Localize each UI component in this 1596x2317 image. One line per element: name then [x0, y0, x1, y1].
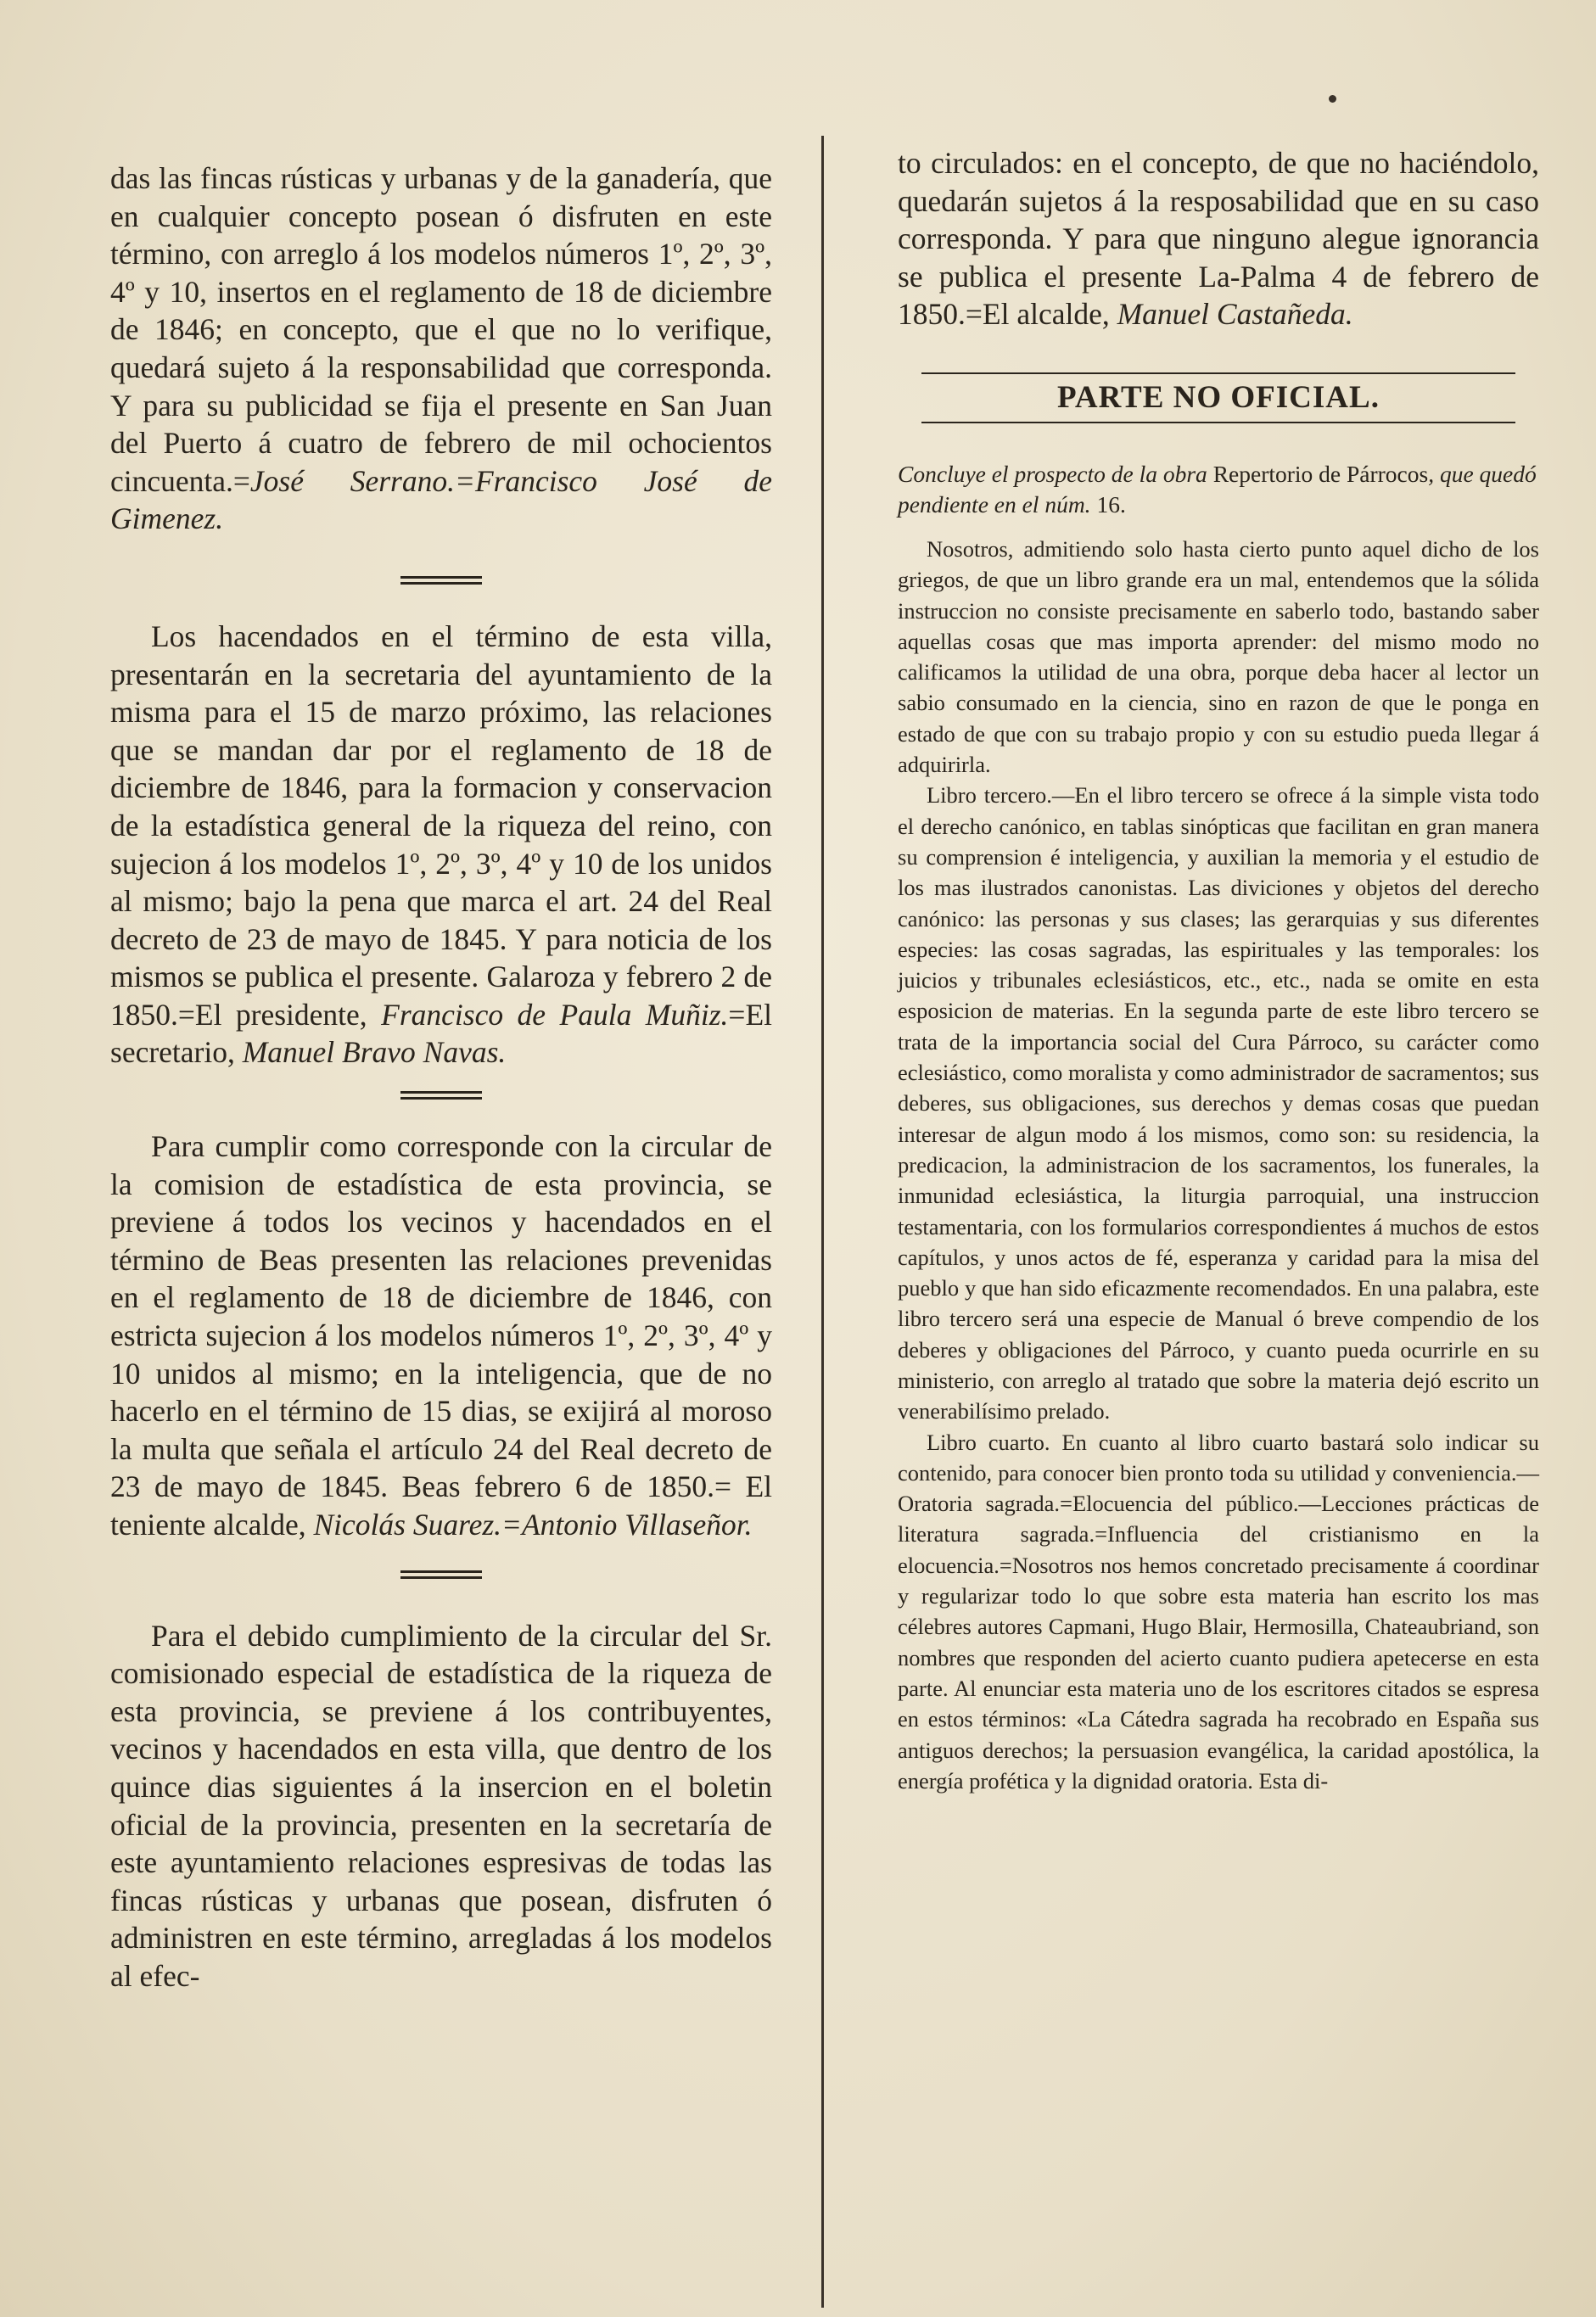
article-paragraph: Nosotros, admitiendo solo hasta cierto punto aquel dicho de los griegos, de que un libro grande era un mal, entendemos que la sólida instruccion no consiste precisamente en saberlo todo, bastando saber aquellas cosas que mas importa aprender: del mismo modo no calificamos la utilidad de una obra, porque deba hacer al lector un sabio consumado en la ciencia, sino en razon de que le ponga en estado de que con su trabajo propio y con su estudio pueda llegar á adquirirla.	[898, 535, 1539, 778]
subheading-text: , que quedó pendiente en el núm.	[898, 460, 1537, 518]
notice-signature: José Serrano.=Francisco José de Gimenez.	[110, 463, 772, 536]
left-column	[110, 160, 772, 1995]
article-subheading	[898, 459, 1539, 520]
column-divider	[821, 136, 824, 2308]
notice-text: =El secretario,	[110, 997, 772, 1070]
notice-signature: Francisco de Paula Muñiz.	[381, 997, 729, 1032]
notice-san-juan	[110, 160, 772, 538]
page-dot	[1329, 95, 1336, 103]
section-heading: PARTE NO OFICIAL.	[1057, 379, 1380, 415]
notice-text: to circulados: en el concepto, de que no haciéndolo, quedarán sujetos á la resposabilidad que en su caso corresponda. Y para que ninguno alegue ignorancia se publica el presente La-Palma 4 de febrero de 1850.=El alcalde,	[898, 146, 1539, 332]
right-column	[898, 144, 1539, 1796]
article-paragraph: Libro tercero.—En el libro tercero se ofrece á la simple vista todo el derecho canónico, en tablas sinópticas que facilitan en gran manera su comprension é inteligencia, y auxilian la memoria y el estudio de los mas ilustrados canonistas. Las diviciones y objetos del derecho canónico: las personas y sus clases; las gerarquias y sus diferentes especies: las cosas sagradas, las espirituales y las temporales: los juicios y tribunales eclesiásticos, etc., etc., nada se omite en esta esposicion de materias. En la segunda parte de este libro tercero se trata de la importancia social del Cura Párroco, su carácter como eclesiástico, como moralista y como administrador de sacramentos; sus deberes, sus obligaciones, sus derechos y demas cosas que puedan interesar de algun modo á los mismos, como son: su residencia, la predicacion, la administracion de los sacramentos, los funerales, la inmunidad eclesiástica, la liturgia parroquial, una instruccion testamentaria, con los formularios correspondientes á muchos de estos capítulos, y unos actos de fé, esperanza y caridad para la misa del pueblo y que han sido eficazmente recomendados. En una palabra, este libro tercero será una especie de Manual ó breve compendio de los deberes y obligaciones del Párroco, y cuanto pueda ocurrirle en su ministerio, con arreglo al tratado que sobre la materia dejó escrito un venerabilísimo prelado.	[898, 782, 1539, 1424]
notice-signature: Manuel Bravo Navas.	[242, 1035, 507, 1070]
section-separator	[400, 1570, 482, 1580]
notice-text: das las fincas rústicas y urbanas y de la ganadería, que en cualquier concepto posean ó disfruten en este término, con arreglo á los modelos números 1º, 2º, 3º, 4º y 10, insertos en el reglamento de 18 de diciembre de 1846; en concepto, que el que no lo verifique, quedará sujeto á la responsabilidad que corresponda. Y para su publicidad se fija el presente en San Juan del Puerto á cuatro de febrero de mil ochocientos cincuenta.=	[110, 161, 772, 498]
section-separator	[400, 1090, 482, 1100]
notice-text: Los hacendados en el término de esta villa, presentarán en la secretaria del ayuntamiento de la misma para el 15 de marzo próximo, las relaciones que se mandan dar por el reglamento de 18 de diciembre de 1846, para la formacion y conservacion de la estadística general de la riqueza del reino, con sujecion á los modelos 1º, 2º, 3º, 4º y 10 de los unidos al mismo; bajo la pena que marca el art. 24 del Real decreto de 23 de mayo de 1845. Y para noticia de los mismos se publica el presente. Galaroza y febrero 2 de 1850.=El presidente,	[110, 618, 772, 1032]
notice-la-palma	[898, 144, 1539, 333]
notice-text: Para cumplir como corresponde con la circular de la comision de estadística de esta provincia, se previene á todos los vecinos y hacendados en el término de Beas presenten las relaciones prevenidas en el reglamento de 18 de diciembre de 1846, con estricta sujecion á los modelos números 1º, 2º, 3º, 4º y 10 unidos al mismo; en la inteligencia, que de no hacerlo en el término de 15 dias, se exijirá al moroso la multa que señala el artículo 24 del Real decreto de 23 de mayo de 1845. Beas febrero 6 de 1850.= El teniente alcalde,	[110, 1129, 772, 1542]
article-paragraph: Libro cuarto. En cuanto al libro cuarto bastará solo indicar su contenido, para conocer bien pronto toda su utilidad y conveniencia.—Oratoria sagrada.=Elocuencia del público.—Lecciones prácticas de literatura sagrada.=Influencia del cristianismo en la elocuencia.=Nosotros nos hemos concretado precisamente á coordinar y regularizar todo lo que sobre esta materia han escrito los mas célebres autores Capmani, Hugo Blair, Hermosilla, Chateaubriand, son nombres que responden del acierto cuanto pudiera apetecerse en esta parte. Al enunciar esta materia uno de los escritores citados se espresa en estos términos: «La Cátedra sagrada ha recobrado en España sus antiguos derechos; la persuasion evangélica, la caridad apostólica, la energía profética y la dignidad oratoria. Esta di-	[898, 1429, 1539, 1794]
notice-beas	[110, 1128, 772, 1544]
subheading-text: Concluye el prospecto de la obra	[898, 460, 1213, 487]
notice-signature: Manuel Castañeda.	[1117, 297, 1353, 332]
notice-galaroza	[110, 618, 772, 1072]
subheading-title: Repertorio de Párrocos	[1212, 460, 1429, 487]
subheading-number: 16.	[1096, 490, 1126, 518]
section-separator	[400, 575, 482, 585]
notice-signature: Nicolás Suarez.=Antonio Villaseñor.	[313, 1508, 753, 1542]
notice-villa: Para el debido cumplimiento de la circular del Sr. comisionado especial de estadística de la riqueza de esta provincia, se previene á los contribuyentes, vecinos y hacendados en esta villa, que dentro de los quince dias siguientes á la insercion en el boletin oficial de la provincia, presenten en la secretaría de este ayuntamiento relaciones espresivas de todas las fincas rústicas y urbanas que posean, disfruten ó administren en este término, arregladas á los modelos al efec-	[110, 1618, 772, 1993]
